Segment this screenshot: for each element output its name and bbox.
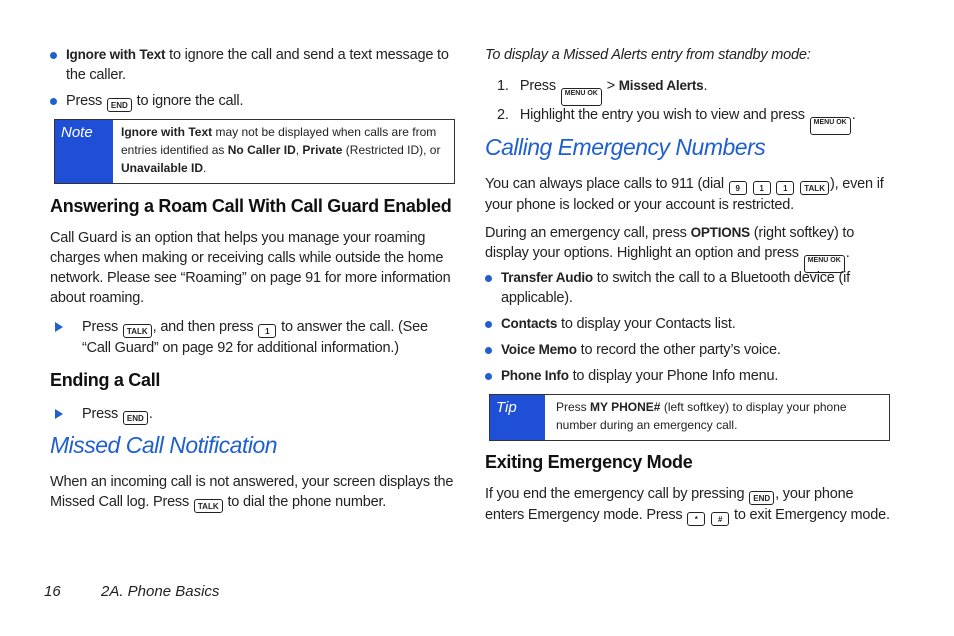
bullet-icon xyxy=(50,52,57,59)
note-label: Note xyxy=(55,120,113,183)
pound-key-icon: # xyxy=(711,512,729,526)
option-desc: to ignore the call and send a text message to the caller. xyxy=(66,47,449,83)
option-voice-memo: Voice Memo to record the other party’s voice. xyxy=(485,340,895,360)
menu-ok-key-icon: MENU OK xyxy=(561,88,602,106)
roam-paragraph: Call Guard is an option that helps you manage your roaming charges when making or receiving calls while outside the home network. Please see “Roaming” on page 91 for more information about roaming. xyxy=(50,230,451,306)
ending-heading: Ending a Call xyxy=(50,370,161,390)
tip-label: Tip xyxy=(490,395,545,440)
ignore-with-text-item xyxy=(50,45,458,85)
page-number: 16 xyxy=(44,583,61,600)
arrow-bullet-icon xyxy=(55,409,63,419)
roam-step: Press TALK , and then press 1 to answer the call. (See “Call Guard” on page 92 for additional information.) xyxy=(50,317,458,358)
calling-paragraph: You can always place calls to 911 (dial 9 1 1 TALK ), even if your phone is locked or your account is restricted. xyxy=(485,176,884,213)
talk-key-icon: TALK xyxy=(123,324,152,338)
missed-call-heading: Missed Call Notification xyxy=(50,432,278,458)
talk-key-icon: TALK xyxy=(194,499,223,513)
tip-box xyxy=(489,394,890,441)
tip-text: Press MY PHONE# (left softkey) to display your phone number during an emergency call. xyxy=(556,400,847,432)
end-key-icon: END xyxy=(107,98,132,112)
note-box xyxy=(54,119,455,184)
note-text: Ignore with Text may not be displayed when calls are from entries identified as No Caller ID, Private (Restricted ID), or Unavailable ID. xyxy=(121,125,441,175)
step-1: 1. Press MENU OK > Missed Alerts. xyxy=(497,76,895,106)
bullet-icon xyxy=(50,98,57,105)
star-key-icon: * xyxy=(687,512,705,526)
option-phone-info: Phone Info to display your Phone Info menu. xyxy=(485,366,895,386)
end-key-icon: END xyxy=(123,411,148,425)
during-call-paragraph: During an emergency call, press OPTIONS (right softkey) to display your options. Highlight an option and press MENU OK . xyxy=(485,223,895,273)
step-2: 2. Highlight the entry you wish to view and press MENU OK . xyxy=(497,105,895,135)
exiting-paragraph: If you end the emergency call by pressing END , your phone enters Emergency mode. Press * # to exit Emergency mode. xyxy=(485,486,890,524)
exiting-heading: Exiting Emergency Mode xyxy=(485,452,693,472)
bullet-icon xyxy=(485,373,492,380)
nine-key-icon: 9 xyxy=(729,181,747,195)
option-contacts: Contacts to display your Contacts list. xyxy=(485,314,895,334)
missed-call-paragraph: When an incoming call is not answered, your screen displays the Missed Call log. Press TALK to dial the phone number. xyxy=(50,474,454,511)
menu-ok-key-icon: MENU OK xyxy=(810,117,851,135)
arrow-bullet-icon xyxy=(55,322,63,332)
missed-alerts-intro: To display a Missed Alerts entry from standby mode: xyxy=(485,47,811,63)
bullet-icon xyxy=(485,321,492,328)
menu-ok-key-icon: MENU OK xyxy=(804,255,845,273)
end-key-icon: END xyxy=(749,491,774,505)
ending-step: Press END . xyxy=(50,404,458,425)
option-name: Ignore with Text xyxy=(66,47,166,62)
ignore-call-item: Press END to ignore the call. xyxy=(50,91,458,112)
bullet-icon xyxy=(485,347,492,354)
talk-key-icon: TALK xyxy=(800,181,829,195)
option-transfer-audio: Transfer Audio to switch the call to a Bluetooth device (if applicable). xyxy=(485,268,895,308)
bullet-icon xyxy=(485,275,492,282)
one-key-icon: 1 xyxy=(258,324,276,338)
roam-heading: Answering a Roam Call With Call Guard Enabled xyxy=(50,196,452,216)
calling-emergency-heading: Calling Emergency Numbers xyxy=(485,134,766,160)
one-key-icon: 1 xyxy=(753,181,771,195)
one-key-icon: 1 xyxy=(776,181,794,195)
section-title: 2A. Phone Basics xyxy=(101,583,220,600)
